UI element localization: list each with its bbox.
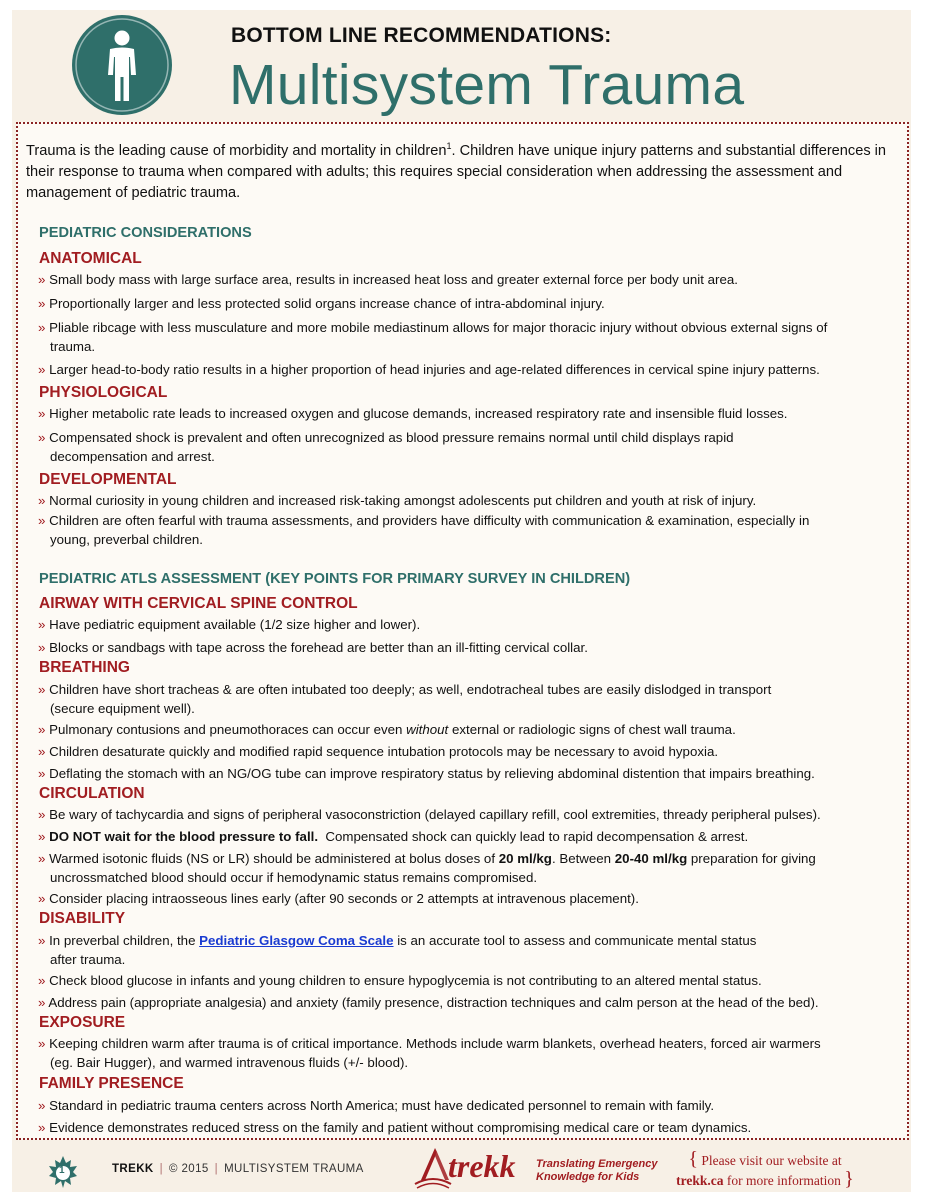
list-item: » Keeping children warm after trauma is of critical importance. Methods include warm blankets, overhead heaters, forced air warmers (eg. Bair Hugger), and warmed intravenous fluids (+/- blood). — [38, 1036, 821, 1070]
website-link[interactable]: trekk.ca — [676, 1173, 724, 1188]
visit-website-note: { Please visit our website at trekk.ca for more information } — [676, 1148, 854, 1190]
person-icon — [72, 15, 172, 115]
list-item: » Higher metabolic rate leads to increased oxygen and glucose demands, increased respiratory rate and insensible fluid losses. — [38, 406, 788, 421]
list-item: » Warmed isotonic fluids (NS or LR) should be administered at bolus doses of 20 ml/kg. Between 20-40 ml/kg preparation for giving uncrossmatched blood should occur if hemodynamic status remains compromised. — [38, 851, 816, 885]
reference-superscript: 1 — [446, 141, 452, 151]
list-item: » Compensated shock is prevalent and often unrecognized as blood pressure remains normal until child displays rapid decompensation and arrest. — [38, 430, 734, 464]
logo-wordmark: trekk — [448, 1148, 516, 1184]
list-item: » Have pediatric equipment available (1/2 size higher and lower). — [38, 617, 421, 632]
list-item: » DO NOT wait for the blood pressure to fall. Compensated shock can quickly lead to rapid decompensation & arrest. — [38, 829, 749, 844]
footer-text: TREKK | © 2015 | MULTISYSTEM TRAUMA — [112, 1163, 364, 1175]
list-item: » Blocks or sandbags with tape across the forehead are better than an ill-fitting cervical collar. — [38, 640, 588, 655]
heading-breathing: BREATHING — [39, 659, 130, 676]
list-item: » Children have short tracheas & are often intubated too deeply; as well, endotracheal tubes are easily dislodged in transport (secure equipment well). — [38, 682, 772, 716]
list-item: » Larger head-to-body ratio results in a higher proportion of head injuries and age-related differences in cervical spine injury patterns. — [38, 362, 820, 377]
section-pediatric-considerations: PEDIATRIC CONSIDERATIONS — [39, 225, 252, 241]
intro-paragraph: Trauma is the leading cause of morbidity and mortality in children$^1$. Children have unique injury patterns and substantial differences in their response to trauma when compared with adults; this requires special consideration when addressing the assessment and management of pediatric trauma. — [26, 141, 887, 201]
heading-physiological: PHYSIOLOGICAL — [39, 384, 168, 401]
canada-leaf-page-icon — [47, 1155, 79, 1189]
heading-exposure: EXPOSURE — [39, 1014, 126, 1031]
list-item: » Pulmonary contusions and pneumothoraces can occur even without external or radiologic signs of chest wall trauma. — [38, 722, 736, 737]
list-item: » Address pain (appropriate analgesia) and anxiety (family presence, distraction techniques and calm person at the head of the bed). — [38, 995, 819, 1010]
list-item: » Children desaturate quickly and modified rapid sequence intubation protocols may be necessary to avoid hypoxia. — [38, 744, 719, 759]
heading-family-presence: FAMILY PRESENCE — [39, 1075, 184, 1092]
heading-circulation: CIRCULATION — [39, 785, 145, 802]
heading-anatomical: ANATOMICAL — [39, 250, 142, 267]
section-atls-assessment: PEDIATRIC ATLS ASSESSMENT (KEY POINTS FOR PRIMARY SURVEY IN CHILDREN) — [39, 571, 631, 587]
pediatric-gcs-link[interactable]: Pediatric Glasgow Coma Scale — [199, 933, 394, 948]
list-item: » Proportionally larger and less protected solid organs increase chance of intra-abdominal injury. — [38, 296, 605, 311]
heading-airway: AIRWAY WITH CERVICAL SPINE CONTROL — [39, 595, 358, 612]
logo-tagline: Translating Emergency Knowledge for Kids — [536, 1158, 658, 1183]
list-item: » In preverbal children, the Pediatric Glasgow Coma Scale is an accurate tool to assess and communicate mental status after trauma. — [38, 933, 757, 967]
heading-disability: DISABILITY — [39, 910, 126, 927]
list-item: » Normal curiosity in young children and increased risk-taking amongst adolescents put children and youth at risk of injury. — [38, 493, 757, 508]
list-item: » Evidence demonstrates reduced stress on the family and patient without compromising medical care or team dynamics. — [38, 1120, 752, 1135]
footer-brand: TREKK — [112, 1163, 154, 1175]
footer-topic: MULTISYSTEM TRAUMA — [224, 1163, 364, 1175]
list-item: » Consider placing intraosseous lines early (after 90 seconds or 2 attempts at intravenous placement). — [38, 891, 639, 906]
list-item: » Deflating the stomach with an NG/OG tube can improve respiratory status by relieving abdominal distention that impairs breathing. — [38, 766, 815, 781]
footer-year: © 2015 — [169, 1163, 209, 1175]
list-item: » Be wary of tachycardia and signs of peripheral vasoconstriction (delayed capillary refill, cool extremities, thready peripheral pulses). — [38, 807, 821, 822]
header — [0, 0, 927, 122]
list-item: » Standard in pediatric trauma centers across North America; must have dedicated personnel to remain with family. — [38, 1098, 715, 1113]
list-item: » Check blood glucose in infants and young children to ensure hypoglycemia is not contributing to an altered mental status. — [38, 973, 762, 988]
page-title: Multisystem Trauma — [229, 53, 745, 117]
list-item: » Pliable ribcage with less musculature and more mobile mediastinum allows for major thoracic injury without obvious external signs of trauma. — [38, 320, 828, 354]
page-number: 1 — [59, 1165, 65, 1176]
list-item: » Children are often fearful with trauma assessments, and providers have difficulty with communication & examination, especially in young, preverbal children. — [38, 513, 810, 547]
kicker-text: BOTTOM LINE RECOMMENDATIONS: — [231, 24, 612, 47]
list-item: » Small body mass with large surface area, results in increased heat loss and greater external force per body unit area. — [38, 272, 738, 287]
heading-developmental: DEVELOPMENTAL — [39, 471, 177, 488]
